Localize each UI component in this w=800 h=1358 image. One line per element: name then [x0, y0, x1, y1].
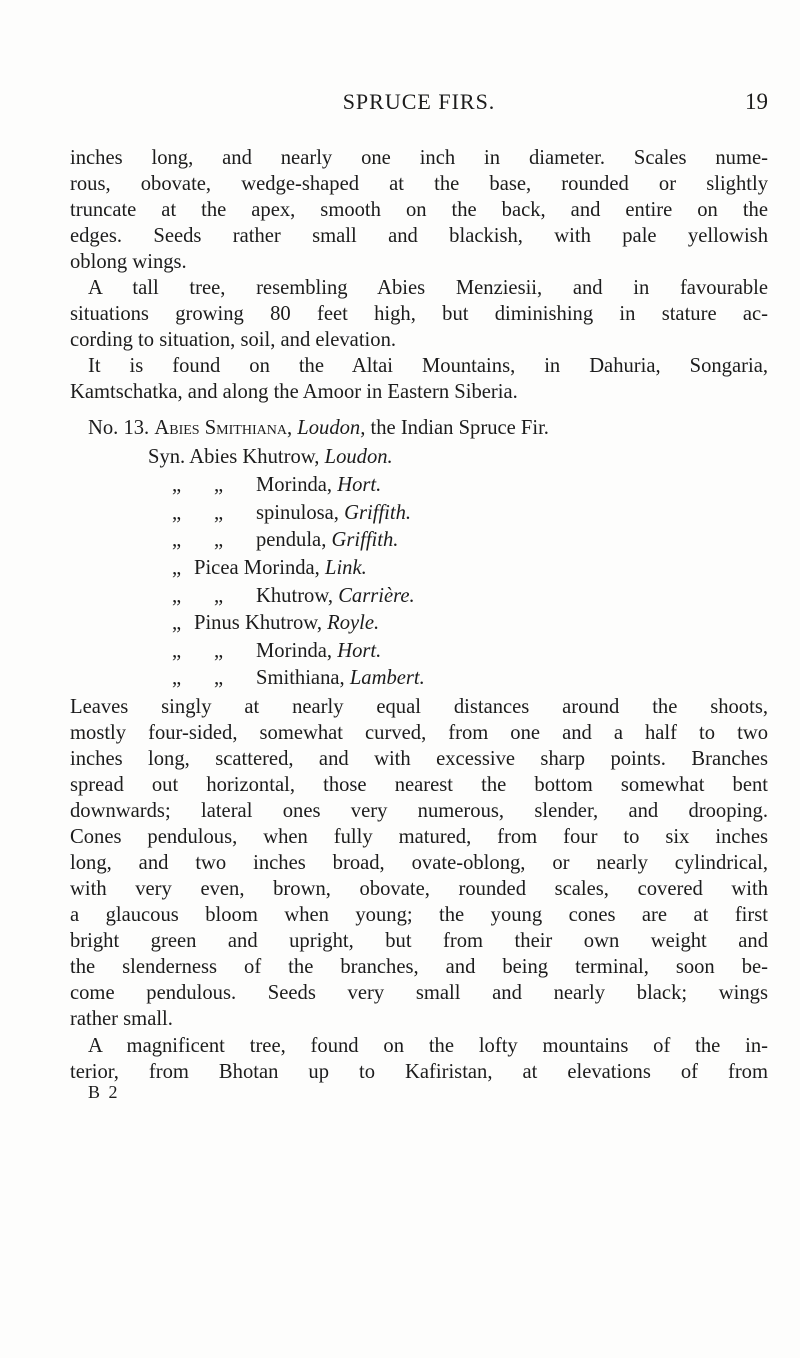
synonym-row: „ „ Morinda, Hort.: [172, 640, 382, 662]
synonym-row: „ Pinus Khutrow, Royle.: [172, 612, 380, 634]
synonym-row: „ „ Smithiana, Lambert.: [172, 667, 425, 689]
text-line: a glaucous bloom when young; the young cones are at first: [70, 904, 768, 926]
text-line: long, and two inches broad, ovate-oblong, or nearly cylindrical,: [70, 852, 768, 874]
text-line: the slenderness of the branches, and being terminal, soon be-: [70, 956, 768, 978]
text-line: mostly four-sided, somewhat curved, from one and a half to two: [70, 722, 768, 744]
synonym-row: „ „ Khutrow, Carrière.: [172, 585, 415, 607]
synonym-row: „ „ spinulosa, Griffith.: [172, 502, 412, 524]
text-line: bright green and upright, but from their own weight and: [70, 930, 768, 952]
synonym-row: „ „ pendula, Griffith.: [172, 529, 399, 551]
synonym-row: „ „ Morinda, Hort.: [172, 474, 382, 496]
text-line: situations growing 80 feet high, but diminishing in stature ac-: [70, 303, 768, 325]
running-head: SPRUCE FIRS.: [342, 89, 496, 114]
text-line: oblong wings.: [70, 251, 187, 273]
page-header: [70, 89, 768, 123]
text-line: Cones pendulous, when fully matured, from four to six inches: [70, 826, 768, 848]
text-line: inches long, and nearly one inch in diameter. Scales nume-: [70, 147, 768, 169]
text-line: come pendulous. Seeds very small and nearly black; wings: [70, 982, 768, 1004]
text-line: with very even, brown, obovate, rounded scales, covered with: [70, 878, 768, 900]
text-line: cording to situation, soil, and elevation.: [70, 329, 397, 351]
entry-name: Abies Smithiana,: [154, 417, 293, 439]
entry-common-name: the Indian Spruce Fir.: [370, 417, 549, 439]
page-number: 19: [745, 89, 768, 114]
text-line: A tall tree, resembling Abies Menziesii, and in favourable: [88, 277, 768, 299]
text-line: truncate at the apex, smooth on the back, and entire on the: [70, 199, 768, 221]
text-line: rather small.: [70, 1008, 173, 1030]
text-line: inches long, scattered, and with excessive sharp points. Branches: [70, 748, 768, 770]
synonym-row: Syn. Abies Khutrow, Loudon.: [148, 446, 393, 468]
entry-author: Loudon,: [297, 417, 366, 439]
text-line: terior, from Bhotan up to Kafiristan, at elevations of from: [70, 1061, 768, 1083]
text-line: downwards; lateral ones very numerous, slender, and drooping.: [70, 800, 768, 822]
text-line: spread out horizontal, those nearest the bottom somewhat bent: [70, 774, 768, 796]
text-line: It is found on the Altai Mountains, in Dahuria, Songaria,: [88, 355, 768, 377]
text-line: edges. Seeds rather small and blackish, with pale yellowish: [70, 225, 768, 247]
text-line: A magnificent tree, found on the lofty mountains of the in-: [88, 1035, 768, 1057]
text-line: rous, obovate, wedge-shaped at the base, rounded or slightly: [70, 173, 768, 195]
entry-number: No. 13.: [88, 417, 150, 439]
entry-heading: [88, 415, 768, 441]
signature-mark: B 2: [88, 1082, 120, 1102]
synonym-row: „ Picea Morinda, Link.: [172, 557, 367, 579]
text-line: Kamtschatka, and along the Amoor in Eastern Siberia.: [70, 381, 518, 403]
text-line: Leaves singly at nearly equal distances around the shoots,: [70, 696, 768, 718]
